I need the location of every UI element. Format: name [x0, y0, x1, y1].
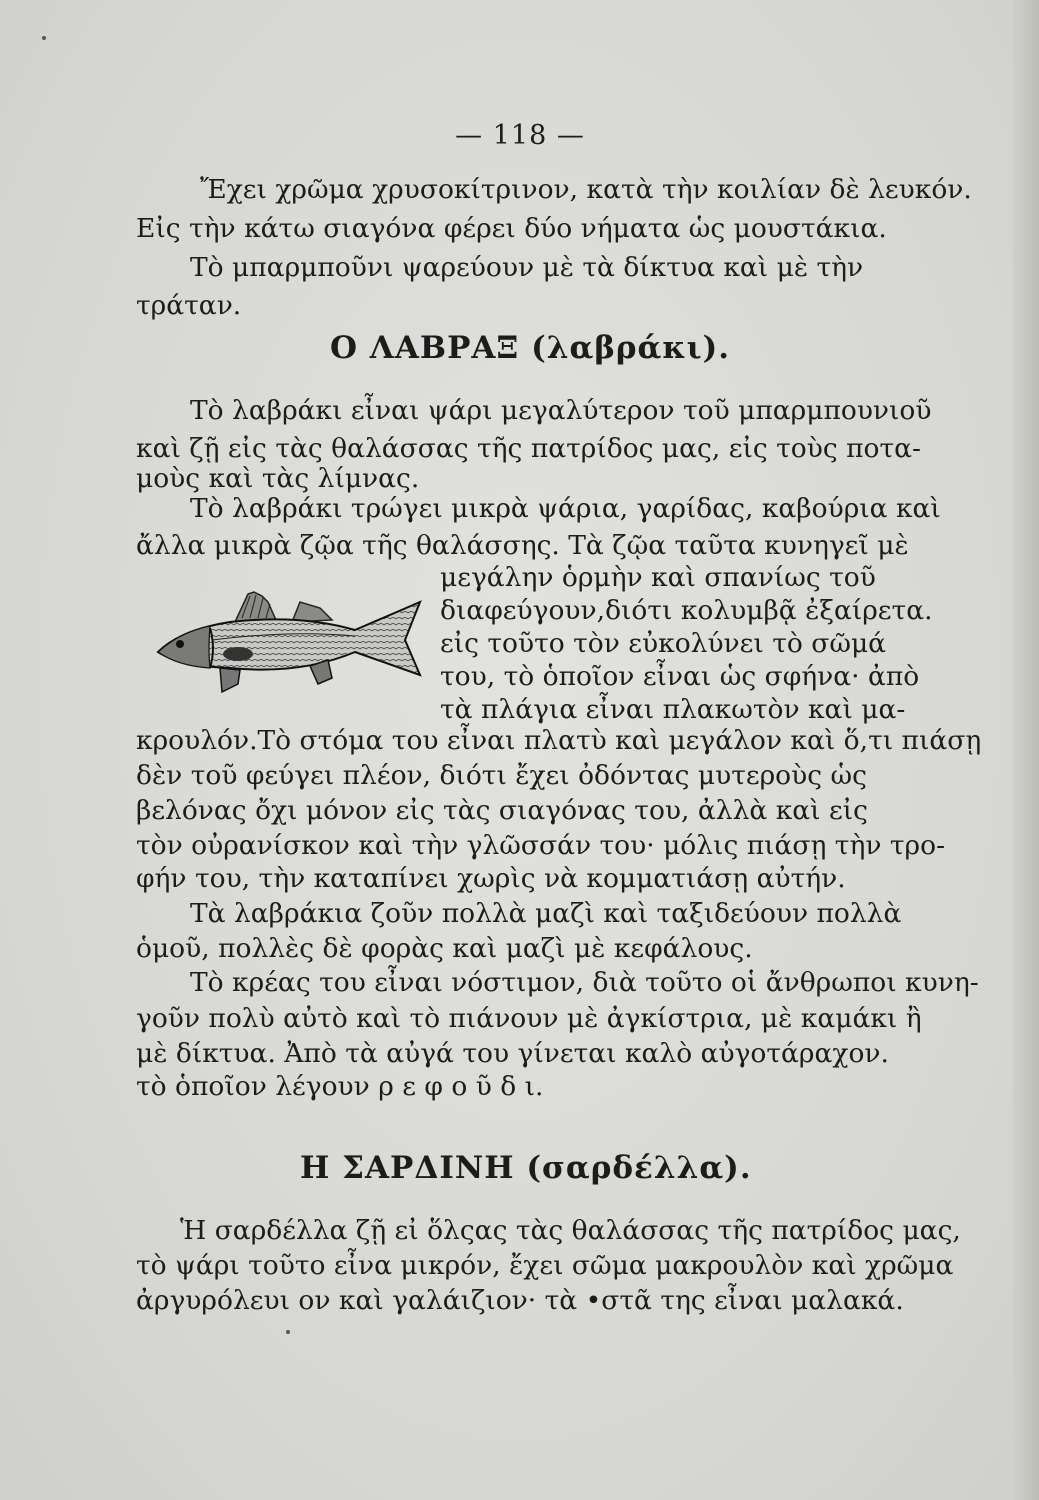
text-line: ὁμοῦ, πολλὲς δὲ φορὰς καὶ μαζὶ μὲ κεφάλους. — [136, 933, 753, 964]
text-line: μεγάλην ὁρμὴν καὶ σπανίως τοῦ — [440, 562, 876, 593]
text-line: μοὺς καὶ τὰς λίμνας. — [136, 463, 420, 494]
text-line: Εἰς τὴν κάτω σιαγόνα φέρει δύο νήματα ὡς μουστάκια. — [136, 213, 887, 244]
text-line: Ἔχει χρῶμα χρυσοκίτρινον, κατὰ τὴν κοιλίαν δὲ λευκόν. — [200, 174, 972, 205]
text-line: κρουλόν.Τὸ στόμα του εἶναι πλατὺ καὶ μεγάλον καὶ ὅ,τι πιάσῃ — [136, 725, 982, 756]
text-line: καὶ ζῇ εἰς τὰς θαλάσσας τῆς πατρίδος μας, εἰς τοὺς ποτα- — [136, 433, 921, 464]
text-line: γοῦν πολὺ αὐτὸ καὶ τὸ πιάνουν μὲ ἀγκίστρια, μὲ καμάκι ἢ — [136, 1003, 922, 1034]
paper-speck — [42, 36, 46, 40]
text-line: διαφεύγουν,διότι κολυμβᾷ ἐξαίρετα. — [440, 595, 933, 626]
text-line: Τὸ λαβράκι εἶναι ψάρι μεγαλύτερον τοῦ μπαρμπουνιοῦ — [190, 395, 932, 426]
page-number: — 118 — — [455, 120, 585, 151]
text-line: δὲν τοῦ φεύγει πλέον, διότι ἔχει ὀδόντας μυτεροὺς ὡς — [136, 760, 867, 791]
text-line: βελόνας ὄχι μόνον εἰς τὰς σιαγόνας του, ἀλλὰ καὶ εἰς — [136, 795, 868, 826]
text-line: μὲ δίκτυα. Ἀπὸ τὰ αὐγά του γίνεται καλὸ αὐγοτάραχον. — [136, 1038, 889, 1069]
page-edge — [1013, 0, 1039, 1500]
text-line: ἄλλα μικρὰ ζῷα τῆς θαλάσσης. Τὰ ζῷα ταῦτα κυνηγεῖ μὲ — [136, 530, 909, 561]
text-line: Τὰ λαβράκια ζοῦν πολλὰ μαζὶ καὶ ταξιδεύουν πολλὰ — [190, 898, 902, 929]
fish-illustration — [150, 580, 430, 705]
paper-speck — [286, 1330, 290, 1334]
text-line: ἀργυρόλευι ον καὶ γαλάιζιον· τὰ •στᾶ της εἶναι μαλακά. — [136, 1285, 904, 1316]
text-line: φήν του, τὴν καταπίνει χωρὶς νὰ κομματιάσῃ αὐτήν. — [136, 863, 846, 894]
section-heading: Ο ΛΑΒΡΑΞ (λαβράκι). — [330, 330, 731, 366]
text-line: τράταν. — [136, 290, 242, 321]
text-line: Τὸ κρέας του εἶναι νόστιμον, διὰ τοῦτο οἱ ἄνθρωποι κυνη- — [190, 967, 979, 998]
text-line: τὸν οὐρανίσκον καὶ τὴν γλῶσσάν του· μόλις πιάσῃ τὴν τρο- — [136, 830, 946, 861]
text-line: τὰ πλάγια εἶναι πλακωτὸν καὶ μα- — [440, 694, 906, 725]
text-line: τὸ ψάρι τοῦτο εἶνα μικρόν, ἔχει σῶμα μακρουλὸν καὶ χρῶμα — [136, 1250, 954, 1281]
text-line: Ἡ σαρδέλλα ζῇ εἰ ὅλςας τὰς θαλάσσας τῆς πατρίδος μας, — [180, 1215, 961, 1246]
text-line: τὸ ὁποῖον λέγουν ρ ε φ ο ῦ δ ι. — [136, 1071, 544, 1102]
text-line: Τὸ μπαρμποῦνι ψαρεύουν μὲ τὰ δίκτυα καὶ μὲ τὴν — [190, 252, 864, 283]
text-line: του, τὸ ὁποῖον εἶναι ὡς σφήνα· ἀπὸ — [440, 661, 920, 692]
text-line: Τὸ λαβράκι τρώγει μικρὰ ψάρια, γαρίδας, καβούρια καὶ — [190, 493, 941, 524]
section-heading: Η ΣΑΡΔΙΝΗ (σαρδέλλα). — [300, 1150, 752, 1186]
text-line: εἰς τοῦτο τὸν εὐκολύνει τὸ σῶμά — [440, 628, 887, 659]
